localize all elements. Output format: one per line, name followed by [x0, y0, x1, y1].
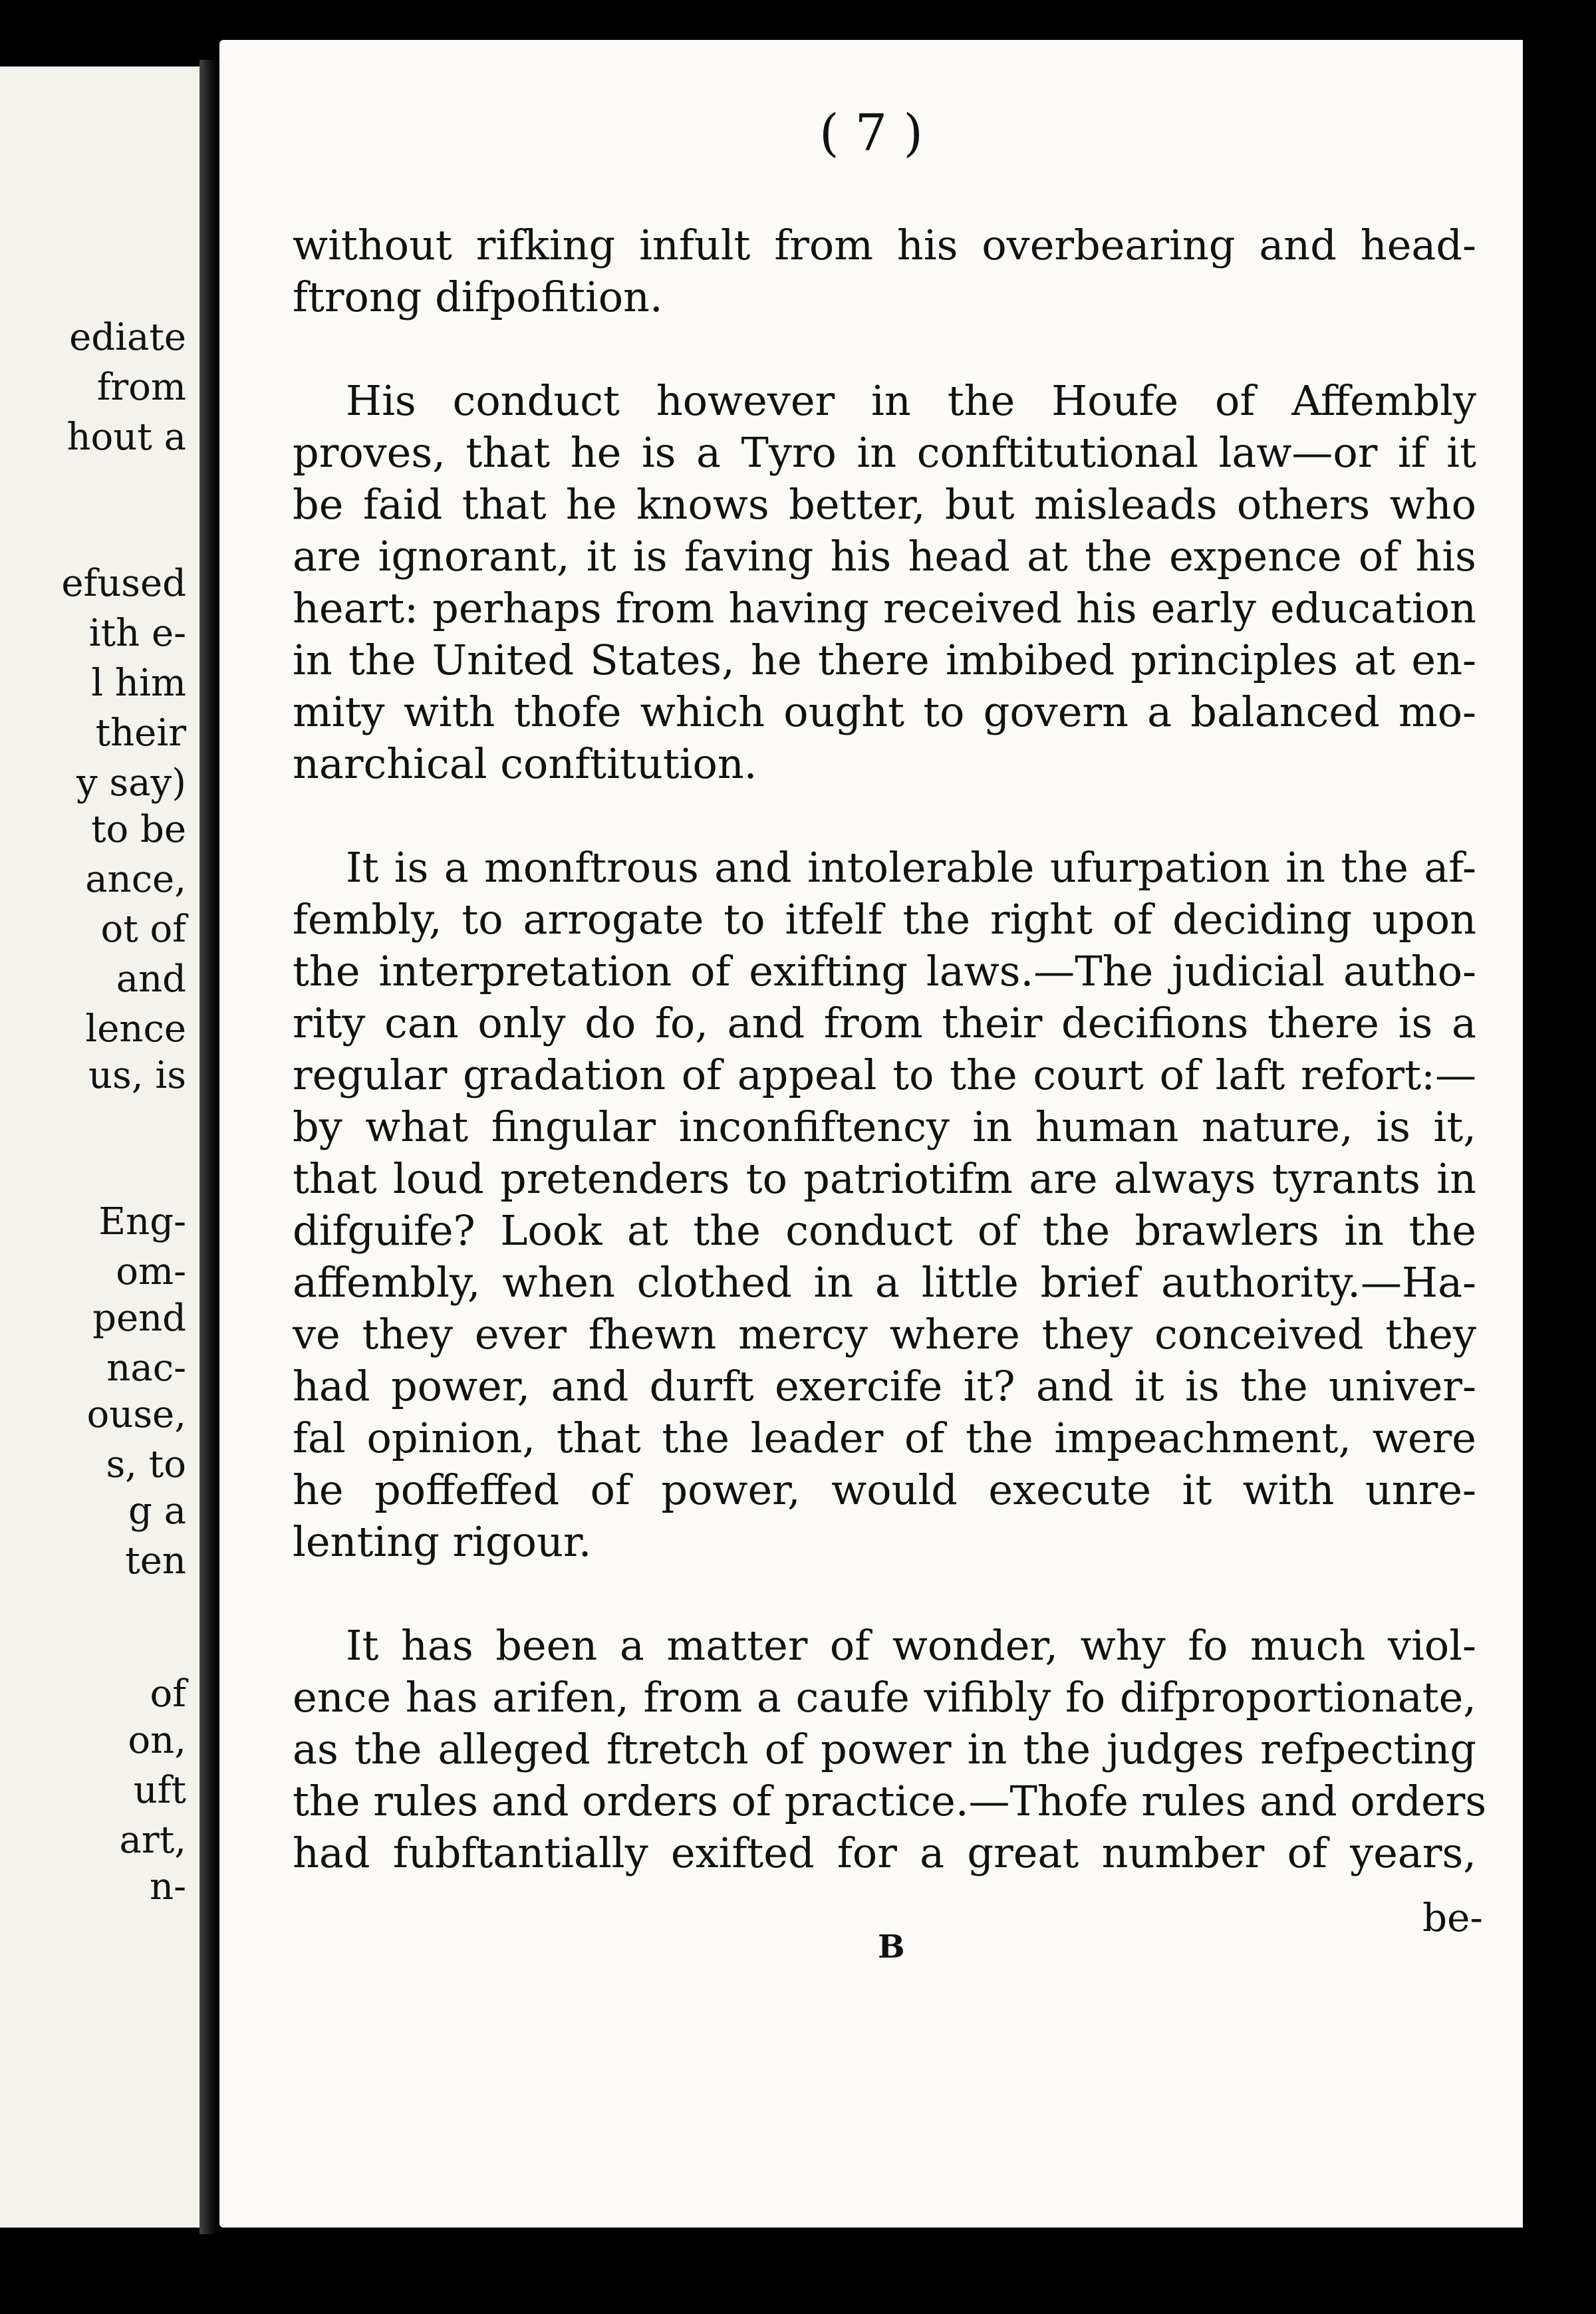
text-line: mity with thofe which ought to govern a balanced mo- — [293, 688, 1476, 736]
left-page-fragment: g a — [128, 1489, 186, 1533]
text-line: difguife? Look at the conduct of the brawlers in the — [293, 1206, 1476, 1255]
left-page-fragment: us, is — [88, 1054, 186, 1097]
paragraph — [293, 1620, 1487, 1879]
text-line: It is a monftrous and intolerable ufurpation in the af- — [346, 843, 1476, 892]
left-page-fragment: y say) — [76, 761, 186, 805]
page-number: ( 7 ) — [819, 103, 923, 162]
text-line: rity can only do fo, and from their decifions there is a — [293, 999, 1476, 1047]
text-line: be faid that he knows better, but misleads others who — [293, 480, 1476, 529]
left-page-fragment: uft — [133, 1769, 186, 1812]
left-page-fragment: efused — [61, 562, 186, 605]
left-page-fragment: ediate — [69, 316, 186, 359]
paragraph-gap — [293, 323, 1476, 375]
text-line: It has been a matter of wonder, why fo much viol- — [346, 1621, 1476, 1670]
text-line: the interpretation of exifting laws.—The judicial autho- — [293, 947, 1476, 995]
text-line: had fubftantially exifted for a great number of years, — [293, 1829, 1476, 1877]
text-line: that loud pretenders to patriotifm are always tyrants in — [293, 1154, 1476, 1203]
left-page-fragment: ith e- — [88, 612, 186, 655]
text-line: had power, and durft exercife it? and it is the univer- — [293, 1362, 1476, 1410]
left-page-fragment: n- — [150, 1865, 186, 1908]
text-line: fal opinion, that the leader of the impeachment, were — [293, 1414, 1476, 1462]
text-line: the rules and orders of practice.—Thofe rules and orders — [293, 1777, 1487, 1825]
left-page-fragment: of — [150, 1672, 186, 1716]
left-page-fragment: and — [116, 958, 186, 1001]
left-page-fragment: to be — [90, 808, 186, 851]
text-line: heart: perhaps from having received his early education — [293, 584, 1476, 632]
text-line: in the United States, he there imbibed principles at en- — [293, 636, 1476, 684]
left-page-fragment: l him — [91, 662, 186, 705]
text-line: proves, that he is a Tyro in conftitutional law—or if it — [293, 428, 1476, 477]
book-gutter — [200, 60, 219, 2234]
left-page-fragment: ten — [125, 1539, 186, 1583]
left-page-fragment: lence — [85, 1007, 186, 1051]
paragraph — [293, 842, 1476, 1568]
left-page-fragment: pend — [92, 1297, 186, 1340]
text-line: His conduct however in the Houfe of Affembly — [346, 376, 1476, 425]
signature-mark: B — [878, 1928, 905, 1966]
text-line: narchical conftitution. — [293, 739, 757, 788]
text-line: are ignorant, it is faving his head at the expence of his — [293, 532, 1476, 580]
text-line: ftrong difpofition. — [293, 273, 663, 321]
left-page-fragment: ot of — [100, 908, 186, 951]
paragraph — [293, 219, 1476, 323]
left-page-fragment: s, to — [106, 1443, 186, 1486]
text-line: he poffeffed of power, would execute it with unre- — [293, 1466, 1476, 1514]
text-line: affembly, when clothed in a little brief authority.—Ha- — [293, 1258, 1476, 1307]
left-page-fragment: ouse, — [86, 1393, 186, 1436]
left-page-fragment: from — [96, 366, 186, 409]
body-text — [293, 219, 1487, 1879]
left-page-fragment: Eng- — [98, 1200, 186, 1243]
left-page-fragment: om- — [116, 1250, 186, 1293]
book-page — [219, 40, 1523, 2228]
left-page-fragment: their — [95, 711, 186, 755]
text-line: fembly, to arrogate to itfelf the right of deciding upon — [293, 895, 1476, 944]
paragraph — [293, 375, 1476, 790]
catchword: be- — [1422, 1895, 1483, 1940]
text-line: as the alleged ftretch of power in the judges refpecting — [293, 1725, 1476, 1773]
text-line: lenting rigour. — [293, 1517, 592, 1566]
paragraph-gap — [293, 1568, 1476, 1620]
text-line: without rifking infult from his overbearing and head- — [293, 221, 1476, 269]
text-line: ence has arifen, from a caufe vifibly fo difproportionate, — [293, 1673, 1476, 1722]
left-page-fragment: on, — [128, 1719, 186, 1762]
text-line: ve they ever fhewn mercy where they conceived they — [293, 1310, 1476, 1358]
left-page-fragment: ance, — [85, 858, 186, 901]
left-page-fragment: nac- — [106, 1347, 186, 1390]
left-page-fragment: art, — [119, 1819, 186, 1862]
paragraph-gap — [293, 790, 1476, 842]
left-page-fragment: hout a — [66, 416, 186, 459]
previous-page-fragment — [0, 66, 206, 2228]
text-line: regular gradation of appeal to the court of laft refort:— — [293, 1051, 1476, 1099]
text-line: by what fingular inconfiftency in human nature, is it, — [293, 1102, 1476, 1151]
